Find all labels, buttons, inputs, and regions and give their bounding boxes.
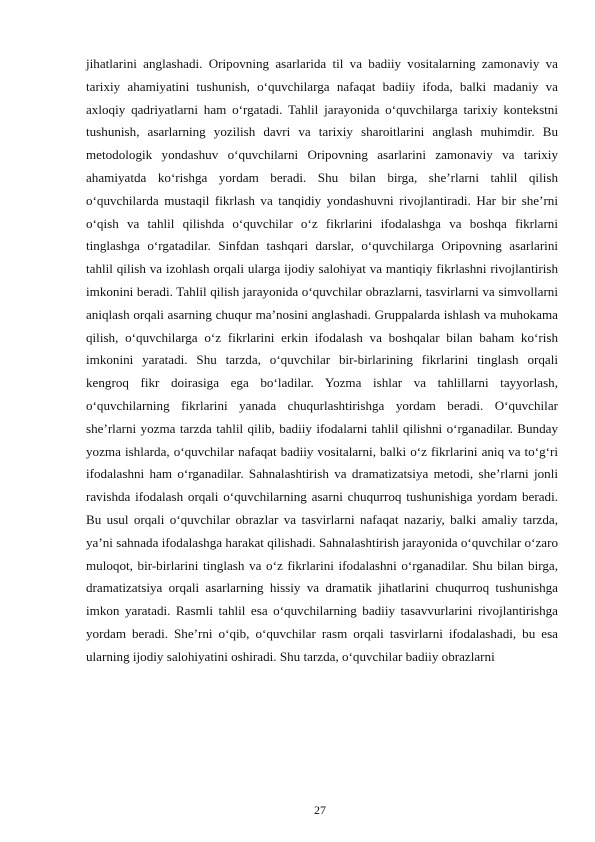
- body-paragraph: jihatlarini anglashadi. Oripovning asarlarida til va badiiy vositalarning zamonaviy va tarixiy ahamiyatini tushunish, o‘quvchilarga nafaqat badiiy ifoda, balki madaniy va axloqiy qadriyatlarni ham o‘rgatadi. Tahlil jarayonida o‘quvchilarga tarixiy kontekstni tushunish, asarlarning yozilish davri va tarixiy sharoitlarini anglash muhimdir. Bu metodologik yondashuv o‘quvchilarni Oripovning asarlarini zamonaviy va tarixiy ahamiyatda ko‘rishga yordam beradi. Shu bilan birga, she’rlarni tahlil qilish o‘quvchilarda mustaqil fikrlash va tanqidiy yondashuvni rivojlantiradi. Har bir she’rni o‘qish va tahlil qilishda o‘quvchilar o‘z fikrlarini ifodalashga va boshqa fikrlarni tinglashga o‘rgatadilar. Sinfdan tashqari darslar, o‘quvchilarga Oripovning asarlarini tahlil qilish va izohlash orqali ularga ijodiy salohiyat va mantiqiy fikrlashni rivojlantirish imkonini beradi. Tahlil qilish jarayonida o‘quvchilar obrazlarni, tasvirlarni va simvollarni aniqlash orqali asarning chuqur ma’nosini anglashadi. Gruppalarda ishlash va muhokama qilish, o‘quvchilarga o‘z fikrlarini erkin ifodalash va boshqalar bilan baham ko‘rish imkonini yaratadi. Shu tarzda, o‘quvchilar bir-birlarining fikrlarini tinglash orqali kengroq fikr doirasiga ega bo‘ladilar. Yozma ishlar va tahlillarni tayyorlash, o‘quvchilarning fikrlarini yanada chuqurlashtirishga yordam beradi. O‘quvchilar she’rlarni yozma tarzda tahlil qilib, badiiy ifodalarni tahlil qilishni o‘rganadilar. Bunday yozma ishlarda, o‘quvchilar nafaqat badiiy vositalarni, balki o‘z fikrlarini aniq va to‘g‘ri ifodalashni ham o‘rganadilar. Sahnalashtirish va dramatizatsiya metodi, she’rlarni jonli ravishda ifodalash orqali o‘quvchilarning asarni chuqurroq tushunishiga yordam beradi. Bu usul orqali o‘quvchilar obrazlar va tasvirlarni nafaqat nazariy, balki amaliy tarzda, ya’ni sahnada ifodalashga harakat qilishadi. Sahnalashtirish jarayonida o‘quvchilar o‘zaro muloqot, bir-birlarini tinglash va o‘z fikrlarini ifodalashni o‘rganadilar. Shu bilan birga, dramatizatsiya orqali asarlarning hissiy va dramatik jihatlarini chuqurroq tushunishga imkon yaratadi. Rasmli tahlil esa o‘quvchilarning badiiy tasavvurlarini rivojlantirishga yordam beradi. She’rni o‘qib, o‘quvchilar rasm orqali tasvirlarni ifodalashadi, bu esa ularning ijodiy salohiyatini oshiradi. Shu tarzda, o‘quvchilar badiiy obrazlarni: [86, 56, 558, 664]
- page-number: 27: [314, 803, 326, 817]
